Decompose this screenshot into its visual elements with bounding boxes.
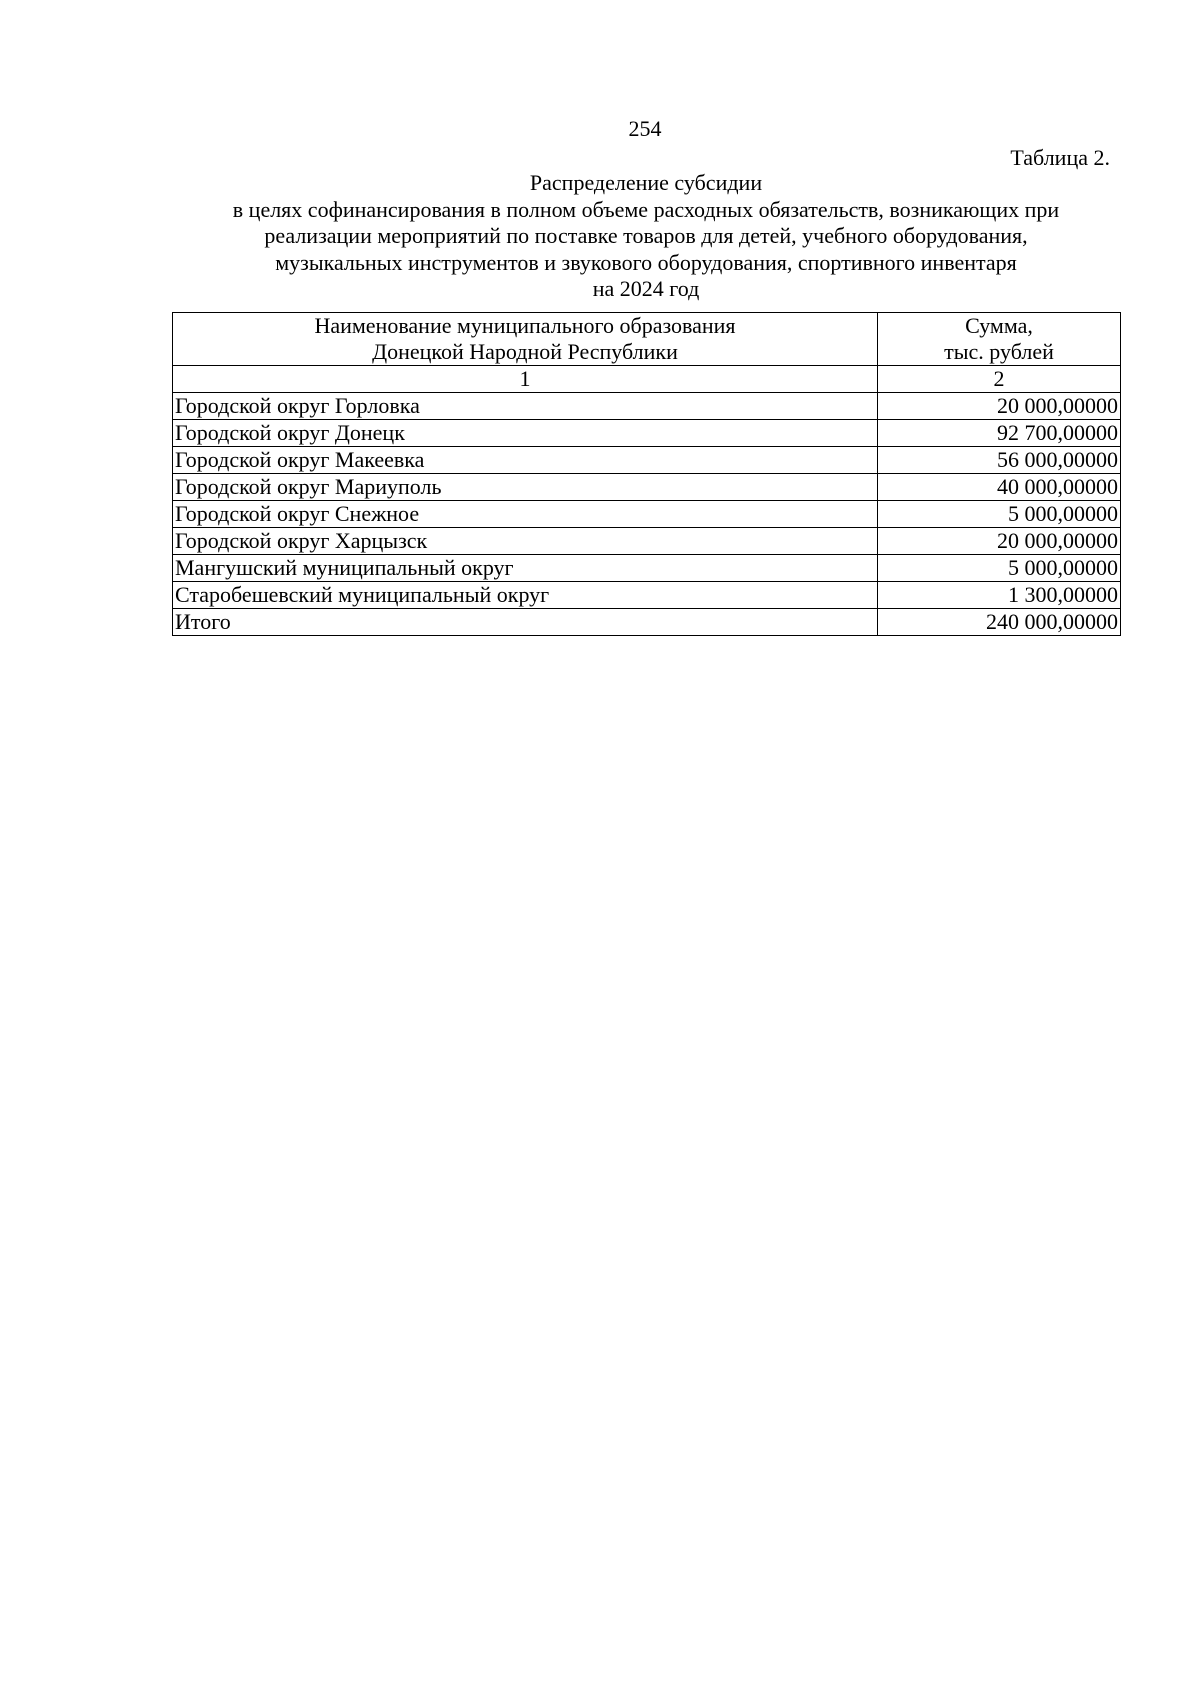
header-sum xyxy=(878,313,1121,366)
table-row xyxy=(173,393,1121,420)
municipality-name: Старобешевский муниципальный округ xyxy=(173,582,878,609)
header-municipality xyxy=(173,313,878,366)
subsidy-sum: 1 300,00000 xyxy=(878,582,1121,609)
subsidy-sum: 40 000,00000 xyxy=(878,474,1121,501)
title-line: на 2024 год xyxy=(592,276,700,301)
title-line: Распределение субсидии xyxy=(529,170,763,195)
table-row xyxy=(173,420,1121,447)
table-row xyxy=(173,555,1121,582)
subsidy-sum: 20 000,00000 xyxy=(878,528,1121,555)
header-line: тыс. рублей xyxy=(944,339,1054,364)
column-number-row xyxy=(173,366,1121,393)
municipality-name: Городской округ Мариуполь xyxy=(173,474,878,501)
title-line: музыкальных инструментов и звукового оборудования, спортивного инвентаря xyxy=(275,249,1017,275)
table-row xyxy=(173,501,1121,528)
municipality-name: Городской округ Харцызск xyxy=(173,528,878,555)
table-header-row xyxy=(173,313,1121,366)
header-line: Сумма, xyxy=(965,313,1033,338)
subsidy-sum: 5 000,00000 xyxy=(878,501,1121,528)
column-number: 1 xyxy=(173,366,878,393)
total-sum: 240 000,00000 xyxy=(878,609,1121,636)
municipality-name: Городской округ Макеевка xyxy=(173,447,878,474)
total-row xyxy=(173,609,1121,636)
table-row xyxy=(173,474,1121,501)
total-label: Итого xyxy=(173,609,878,636)
municipality-name: Городской округ Горловка xyxy=(173,393,878,420)
subsidy-sum: 5 000,00000 xyxy=(878,555,1121,582)
column-number: 2 xyxy=(878,366,1121,393)
table-row xyxy=(173,582,1121,609)
subsidy-sum: 56 000,00000 xyxy=(878,447,1121,474)
table-row xyxy=(173,528,1121,555)
document-title xyxy=(172,170,1120,303)
subsidy-sum: 92 700,00000 xyxy=(878,420,1121,447)
header-line: Донецкой Народной Республики xyxy=(372,339,678,364)
table-row xyxy=(173,447,1121,474)
table-label: Таблица 2. xyxy=(1010,145,1110,170)
subsidy-distribution-table xyxy=(172,312,1121,636)
title-line: реализации мероприятий по поставке товаров для детей, учебного оборудования, xyxy=(264,223,1028,248)
municipality-name: Мангушский муниципальный округ xyxy=(173,555,878,582)
page-number: 254 xyxy=(628,116,662,141)
municipality-name: Городской округ Донецк xyxy=(173,420,878,447)
municipality-name: Городской округ Снежное xyxy=(173,501,878,528)
subsidy-sum: 20 000,00000 xyxy=(878,393,1121,420)
title-line: в целях софинансирования в полном объеме расходных обязательств, возникающих при xyxy=(232,196,1060,222)
header-line: Наименование муниципального образования xyxy=(314,313,736,338)
